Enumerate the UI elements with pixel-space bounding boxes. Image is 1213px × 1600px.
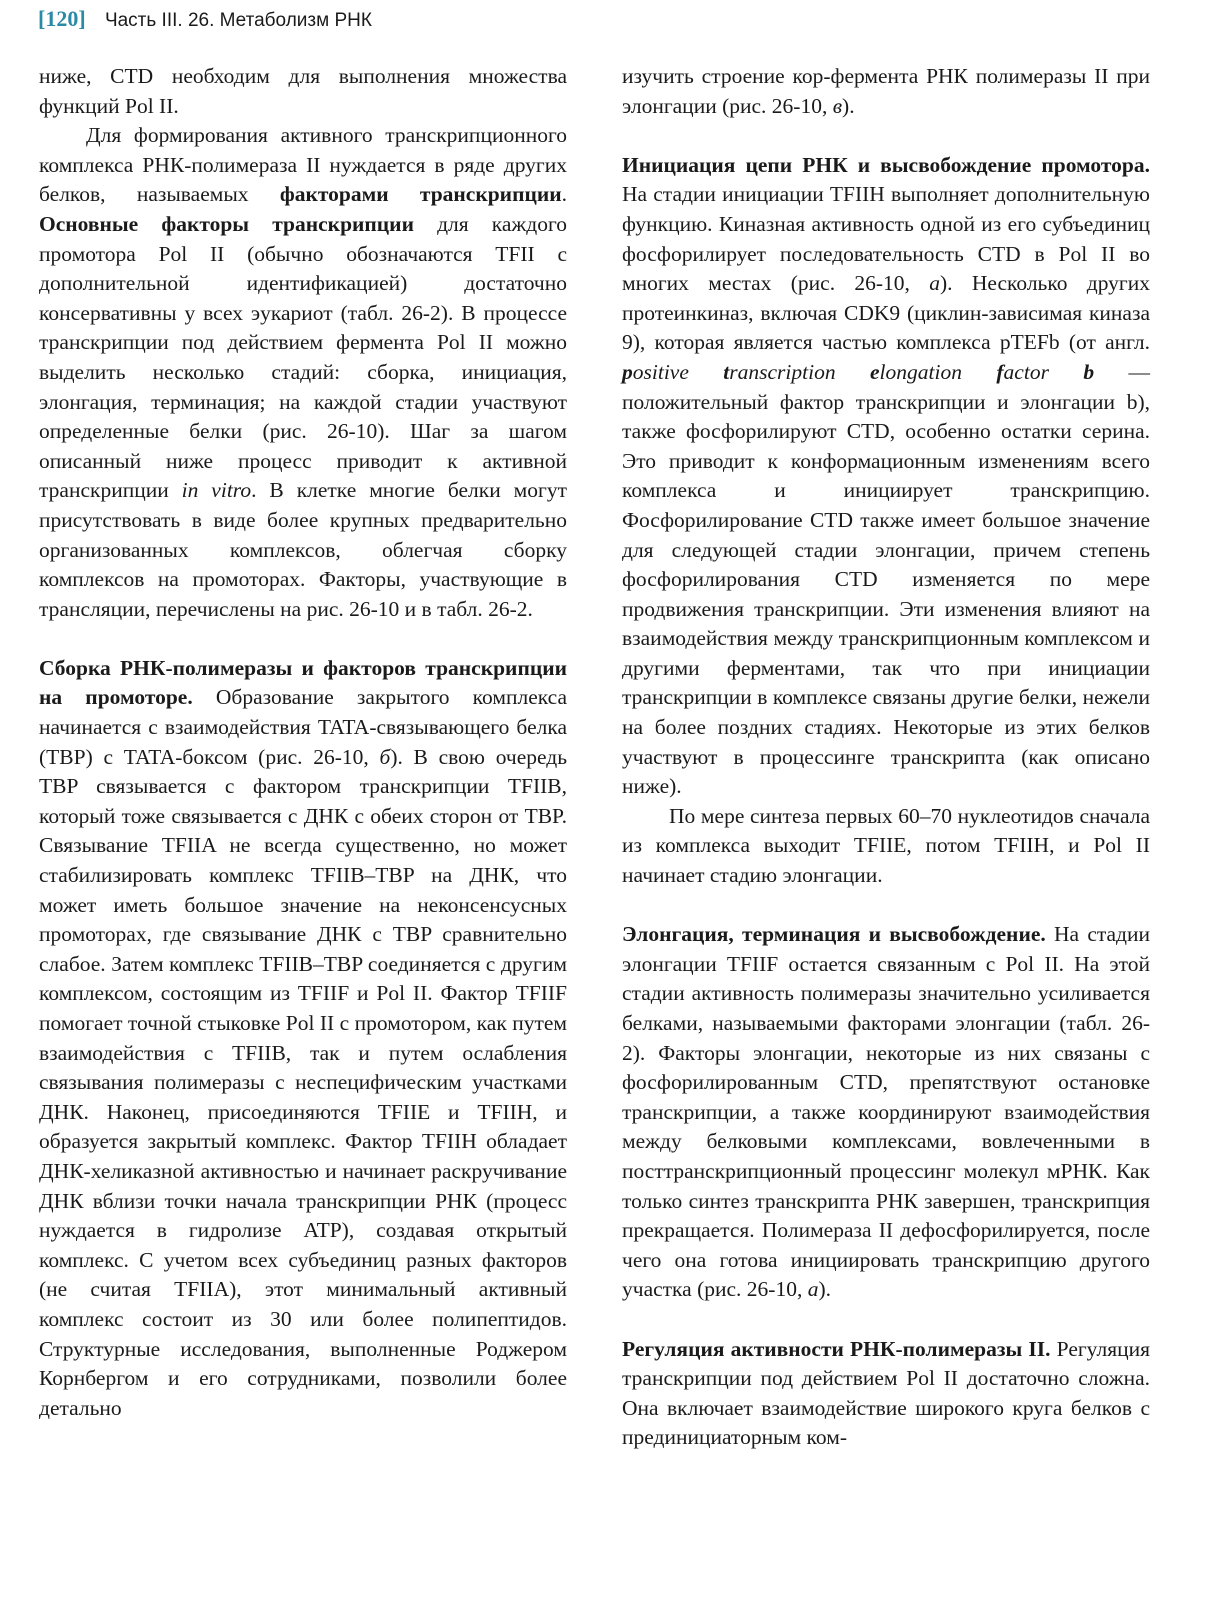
page-number: [120]: [38, 6, 86, 31]
paragraph-right-3: По мере синтеза первых 60–70 нуклеотидов сначала из комплекса выходит TFIIE, потом TFIIH, и Pol II начинает стадию элонгации.: [622, 803, 1150, 888]
paragraph-left-1: ниже, CTD необходим для выполнения множества функций Pol II.: [39, 64, 567, 118]
paragraph-left-3: Сборка РНК-полимеразы и факторов транскрипции на промоторе. Образование закрытого комплекса начинается с взаимодействия TATA-связывающего белка (TBP) с TATA-боксом (рис. 26-10, б). В свою очередь TBP связывается с фактором транскрипции TFIIB, который тоже связывается с ДНК с обеих сторон от TBP. Связывание TFIIA не всегда существенно, но может стабилизировать комплекс TFIIB–TBP на ДНК, что может иметь большое значение на неконсенсусных промоторах, где связывание ДНК с TBP сравнительно слабое. Затем комплекс TFIIB–TBP соединяется с другим комплексом, состоящим из TFIIF и Pol II. Фактор TFIIF помогает точной стыковке Pol II с промотором, как путем взаимодействия с TFIIB, так и путем ослабления связывания полимеразы с неспецифическим участками ДНК. Наконец, присоединяются TFIIE и TFIIH, и образуется закрытый комплекс. Фактор TFIIH обладает ДНК-хеликазной активностью и начинает раскручивание ДНК вблизи точки начала транскрипции РНК (процесс нуждается в гидролизе ATP), создавая открытый комплекс. С учетом всех субъединиц разных факторов (не считая TFIIA), этот минимальный активный комплекс состоит из 30 или более полипептидов. Структурные исследования, выполненные Роджером Корнбергом и его сотрудниками, позволили более детально: [39, 655, 567, 1420]
section-heading-initiation: Инициация цепи РНК и высвобождение промотора.: [622, 152, 1150, 177]
paragraph-right-1: изучить строение кор-фермента РНК полимеразы II при элонгации (рис. 26-10, в).: [622, 64, 1150, 118]
section-heading-assembly: Сборка РНК-полимеразы и факторов транскрипции на промоторе.: [39, 655, 567, 710]
running-head: [38, 6, 372, 34]
paragraph-right-4: Элонгация, терминация и высвобождение. На стадии элонгации TFIIF остается связанным с Pol II. На этой стадии активность полимеразы значительно усиливается белками, называемыми факторами элонгации (табл. 26-2). Факторы элонгации, некоторые из них связаны с фосфорилированным CTD, препятствуют остановке транскрипции, а также координируют взаимодействия между белковыми комплексами, вовлеченными в посттранскрипционный процессинг молекул мРНК. Как только синтез транскрипта РНК завершен, транскрипция прекращается. Полимераза II дефосфорилируется, после чего она готова инициировать транскрипцию другого участка (рис. 26-10, а).: [622, 922, 1151, 1302]
section-heading-elongation: Элонгация, терминация и высвобождение.: [622, 922, 1046, 947]
term-transcription-factors: факторами транскрипции: [279, 182, 562, 207]
paragraph-right-2: Инициация цепи РНК и высвобождение промотора. На стадии инициации TFIIH выполняет дополнительную функцию. Киназная активность одной из его субъединиц фосфорилирует последовательность CTD в Pol II во многих местах (рис. 26-10, а). Несколько других протеинкиназ, включая CDK9 (циклин-зависимая киназа 9), которая является частью комплекса pTEFb (от англ. positive transcription elongation factor b — положительный фактор транскрипции и элонгации b), также фосфорилируют CTD, особенно остатки серина. Это приводит к конформационным изменениям всего комплекса и инициирует транскрипцию. Фосфорилирование CTD также имеет большое значение для следующей стадии элонгации, причем степень фосфорилирования CTD изменяется по мере продвижения транскрипции. Эти изменения влияют на взаимодействия между транскрипционным комплексом и другими ферментами, так что при инициации транскрипции в комплексе связаны другие белки, нежели на более поздних стадиях. Некоторые из этих белков участвуют в процессинге транскрипта (как описано ниже).: [622, 152, 1151, 799]
paragraph-right-5: Регуляция активности РНК-полимеразы II. Регуляция транскрипции под действием Pol II достаточно сложна. Она включает взаимодействие широкого круга белков с прединициаторным ком-: [622, 1336, 1150, 1450]
section-heading-regulation: Регуляция активности РНК-полимеразы II.: [622, 1336, 1051, 1361]
left-column: [39, 62, 567, 1423]
paragraph-left-2: Для формирования активного транскрипционного комплекса РНК-полимераза II нуждается в ряде других белков, называемых факторами транскрипции. Основные факторы транскрипции для каждого промотора Pol II (обычно обозначаются TFII с дополнительной идентификацией) достаточно консервативны у всех эукариот (табл. 26-2). В процессе транскрипции под действием фермента Pol II можно выделить несколько стадий: сборка, инициация, элонгация, терминация; на каждой стадии участвуют определенные белки (рис. 26-10). Шаг за шагом описанный ниже процесс приводит к активной транскрипции in vitro. В клетке многие белки могут присутствовать в виде более крупных предварительно организованных комплексов, облегчая сборку комплексов на промоторах. Факторы, участвующие в трансляции, перечислены на рис. 26-10 и в табл. 26-2.: [39, 123, 567, 621]
chapter-title: Часть III. 26. Метаболизм РНК: [104, 10, 372, 31]
term-basic-transcription-factors: Основные факторы транскрипции: [39, 211, 414, 236]
right-column: [622, 62, 1150, 1453]
